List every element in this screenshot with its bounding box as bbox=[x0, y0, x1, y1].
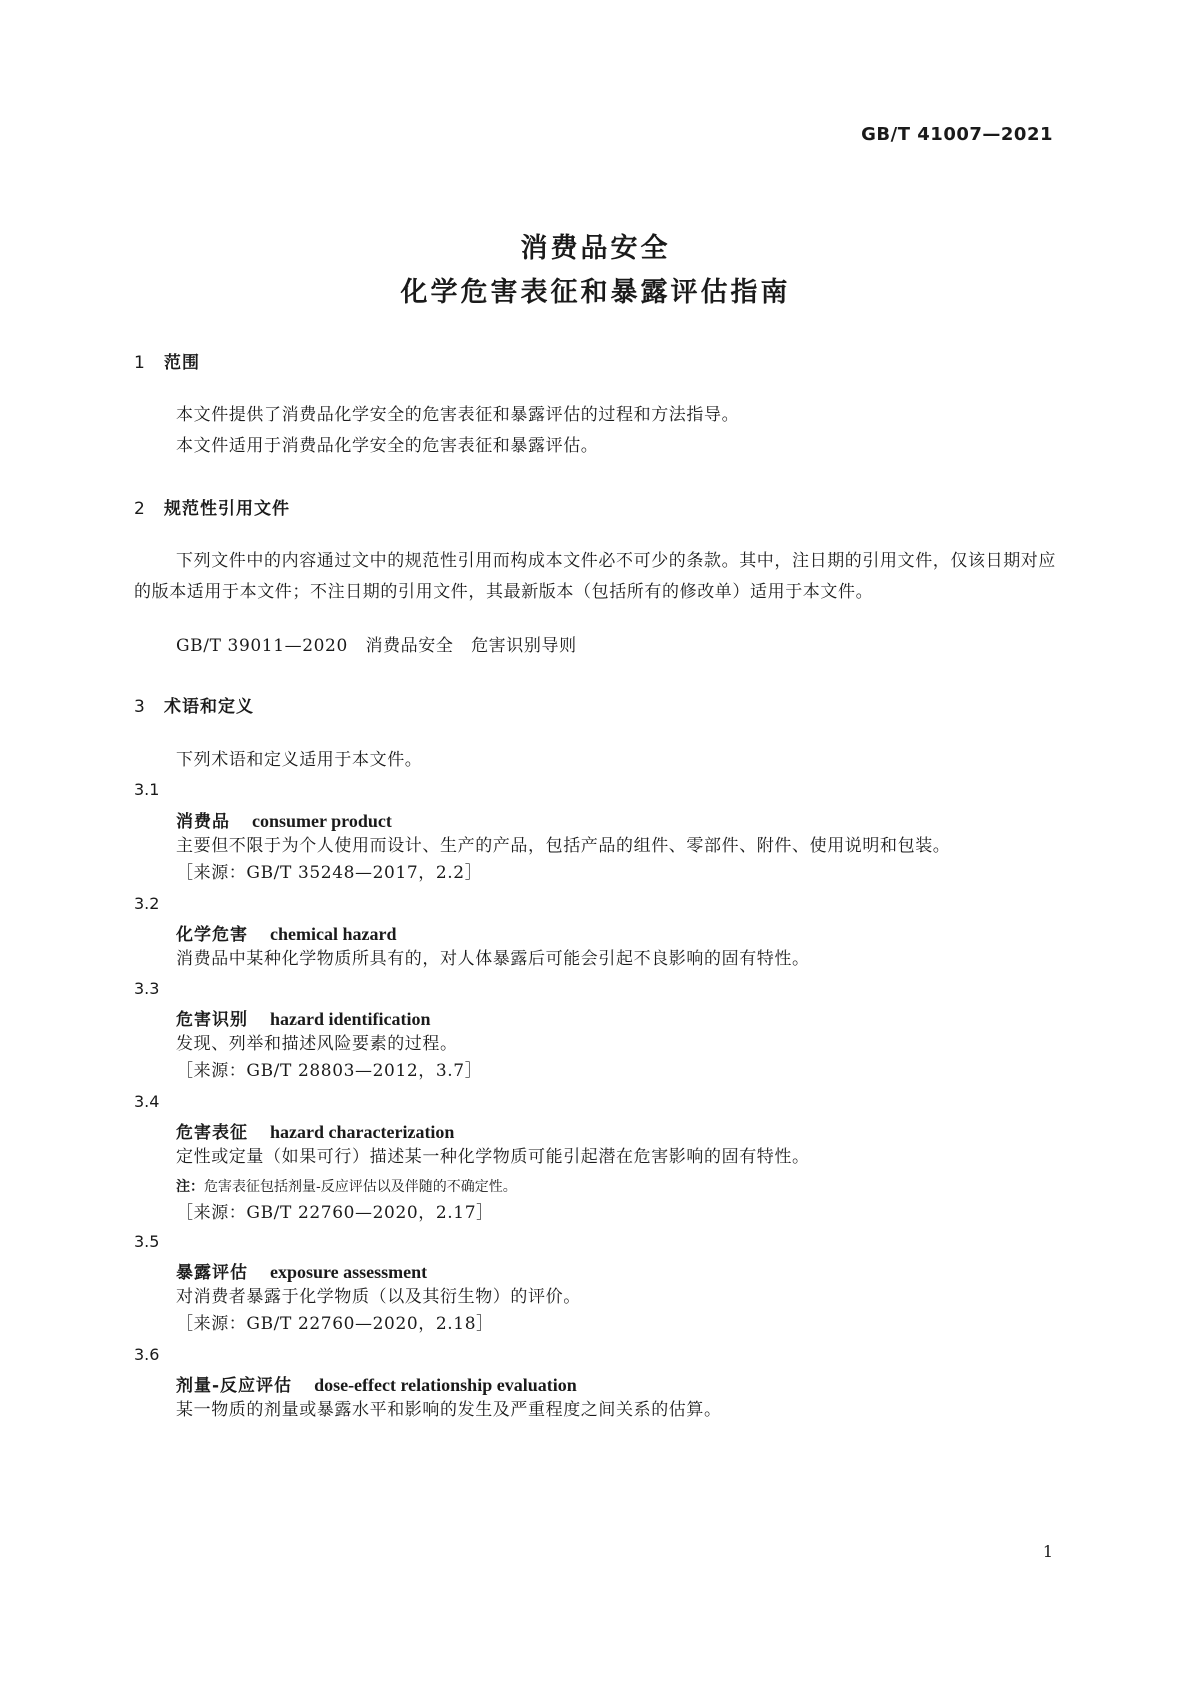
term-en: exposure assessment bbox=[270, 1262, 428, 1282]
term-number: 3.4 bbox=[134, 1092, 160, 1111]
term-definition: 某一物质的剂量或暴露水平和影响的发生及严重程度之间关系的估算。 bbox=[176, 1400, 722, 1420]
term-definition: 对消费者暴露于化学物质（以及其衍生物）的评价。 bbox=[176, 1287, 581, 1307]
term-entry bbox=[176, 807, 392, 832]
term-zh: 剂量-反应评估 bbox=[176, 1376, 293, 1396]
section-title: 范围 bbox=[164, 353, 200, 373]
term-source: ［来源：GB/T 22760—2020，2.18］ bbox=[176, 1314, 494, 1334]
document-title-line-1: 消费品安全 bbox=[520, 233, 671, 264]
term-en: chemical hazard bbox=[270, 924, 397, 944]
term-en: hazard characterization bbox=[270, 1122, 455, 1142]
term-source: ［来源：GB/T 22760—2020，2.17］ bbox=[176, 1203, 494, 1223]
section-number: 3 bbox=[134, 697, 146, 717]
term-source: ［来源：GB/T 28803—2012，3.7］ bbox=[176, 1061, 483, 1081]
section-title: 规范性引用文件 bbox=[164, 499, 290, 519]
term-entry bbox=[176, 1258, 427, 1283]
term-en: hazard identification bbox=[270, 1009, 431, 1029]
term-zh: 危害识别 bbox=[176, 1010, 248, 1030]
term-entry bbox=[176, 1118, 454, 1143]
note-text: 危害表征包括剂量-反应评估以及伴随的不确定性。 bbox=[204, 1179, 517, 1195]
section-number: 2 bbox=[134, 499, 146, 519]
section-heading-terms bbox=[134, 692, 254, 717]
term-number: 3.2 bbox=[134, 894, 160, 913]
term-entry bbox=[176, 1005, 431, 1030]
term-definition: 发现、列举和描述风险要素的过程。 bbox=[176, 1034, 458, 1054]
term-zh: 化学危害 bbox=[176, 925, 248, 945]
term-definition: 定性或定量（如果可行）描述某一种化学物质可能引起潜在危害影响的固有特性。 bbox=[176, 1147, 810, 1167]
standard-code: GB/T 41007—2021 bbox=[861, 124, 1053, 145]
term-entry bbox=[176, 1371, 577, 1396]
term-number: 3.3 bbox=[134, 979, 160, 998]
section-heading-scope bbox=[134, 348, 200, 373]
document-title-line-2: 化学危害表征和暴露评估指南 bbox=[400, 277, 791, 308]
term-number: 3.6 bbox=[134, 1345, 160, 1364]
term-en: consumer product bbox=[252, 811, 392, 831]
term-source: ［来源：GB/T 35248—2017，2.2］ bbox=[176, 863, 483, 883]
paragraph: 下列术语和定义适用于本文件。 bbox=[176, 750, 423, 770]
term-zh: 消费品 bbox=[176, 812, 230, 832]
page-number: 1 bbox=[1042, 1542, 1053, 1561]
term-definition: 消费品中某种化学物质所具有的，对人体暴露后可能会引起不良影响的固有特性。 bbox=[176, 949, 810, 969]
term-zh: 暴露评估 bbox=[176, 1263, 248, 1283]
section-heading-normative-references bbox=[134, 494, 290, 519]
paragraph: 下列文件中的内容通过文中的规范性引用而构成本文件必不可少的条款。其中，注日期的引用文件，仅该日期对应的版本适用于本文件；不注日期的引用文件，其最新版本（包括所有的修改单）适用于本文件。 bbox=[134, 551, 1056, 602]
normative-reference: GB/T 39011—2020 消费品安全 危害识别导则 bbox=[176, 636, 577, 656]
term-definition: 主要但不限于为个人使用而设计、生产的产品，包括产品的组件、零部件、附件、使用说明和包装。 bbox=[176, 836, 951, 856]
section-number: 1 bbox=[134, 353, 146, 373]
paragraph: 本文件适用于消费品化学安全的危害表征和暴露评估。 bbox=[176, 436, 599, 456]
section-title: 术语和定义 bbox=[164, 697, 254, 717]
paragraph: 本文件提供了消费品化学安全的危害表征和暴露评估的过程和方法指导。 bbox=[176, 405, 740, 425]
term-entry bbox=[176, 920, 396, 945]
term-number: 3.1 bbox=[134, 780, 160, 799]
term-en: dose-effect relationship evaluation bbox=[314, 1375, 577, 1395]
term-zh: 危害表征 bbox=[176, 1123, 248, 1143]
term-number: 3.5 bbox=[134, 1232, 160, 1251]
note-label: 注： bbox=[176, 1179, 204, 1195]
term-note bbox=[176, 1176, 517, 1196]
